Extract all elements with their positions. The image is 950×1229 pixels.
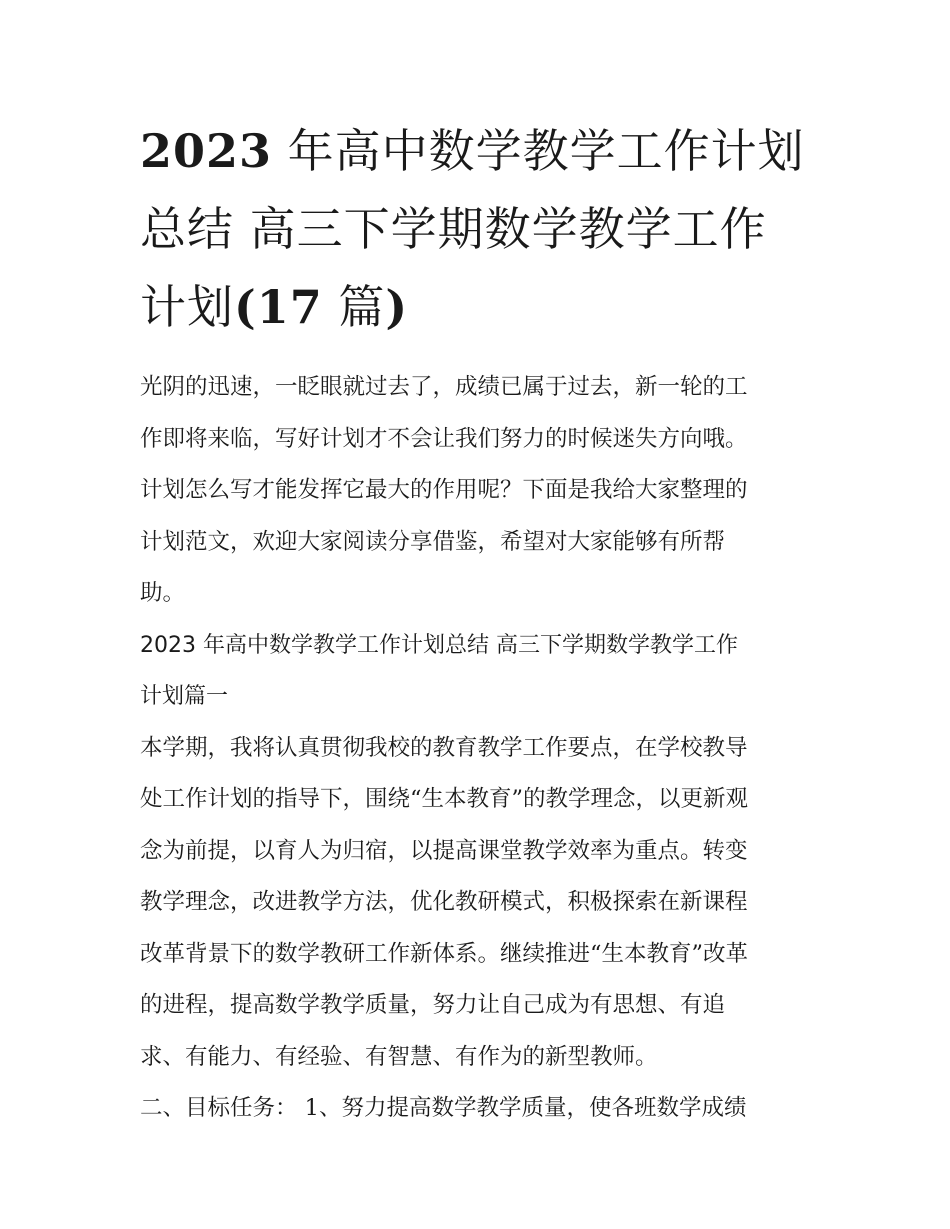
body-paragraph [140,723,812,1084]
title-year: 2023 [140,124,273,178]
title-line-3: 计划(17 篇) [140,280,409,334]
intro-line: 助。 [140,580,186,606]
body-line: 本学期，我将认真贯彻我校的教育教学工作要点，在学校教导 [140,734,748,761]
intro-line: 计划范文，欢迎大家阅读分享借鉴，希望对大家能够有所帮 [140,528,726,555]
document-title [140,112,812,346]
section-heading [140,620,812,723]
body-line: 教学理念，改进教学方法，优化教研模式，积极探索在新课程 [140,889,748,915]
intro-line: 光阴的迅速，一眨眼就过去了，成绩已属于过去，新一轮的工 [140,374,748,400]
title-paren: ) [385,280,409,334]
goals-line: 二、目标任务： 1、努力提高数学教学质量，使各班数学成绩 [140,1095,747,1121]
body-line: 求、有能力、有经验、有智慧、有作为的新型教师。 [140,1043,658,1070]
intro-line: 作即将来临，写好计划才不会让我们努力的时候迷失方向哦。 [140,425,748,452]
document-page [140,112,812,1135]
section-heading-line: 计划篇一 [140,684,229,709]
title-line-1: 2023 年高中数学教学工作计划 [140,124,805,178]
title-line-2: 总结 高三下学期数学教学工作 [140,202,767,256]
intro-paragraph [140,362,812,620]
body-line: 的进程，提高数学教学质量，努力让自己成为有思想、有追 [140,992,726,1018]
body-line: 处工作计划的指导下，围绕“生本教育”的教学理念，以更新观 [140,786,749,812]
body-line: 念为前提，以育人为归宿，以提高课堂教学效率为重点。转变 [140,837,748,864]
intro-line: 计划怎么写才能发挥它最大的作用呢？下面是我给大家整理的 [140,477,748,503]
goals-paragraph [140,1083,812,1135]
title-count: (17 [234,280,323,334]
section-heading-line: 2023 年高中数学教学工作计划总结 高三下学期数学教学工作 [140,632,738,658]
body-line: 改革背景下的数学教研工作新体系。继续推进“生本教育”改革 [140,940,749,967]
